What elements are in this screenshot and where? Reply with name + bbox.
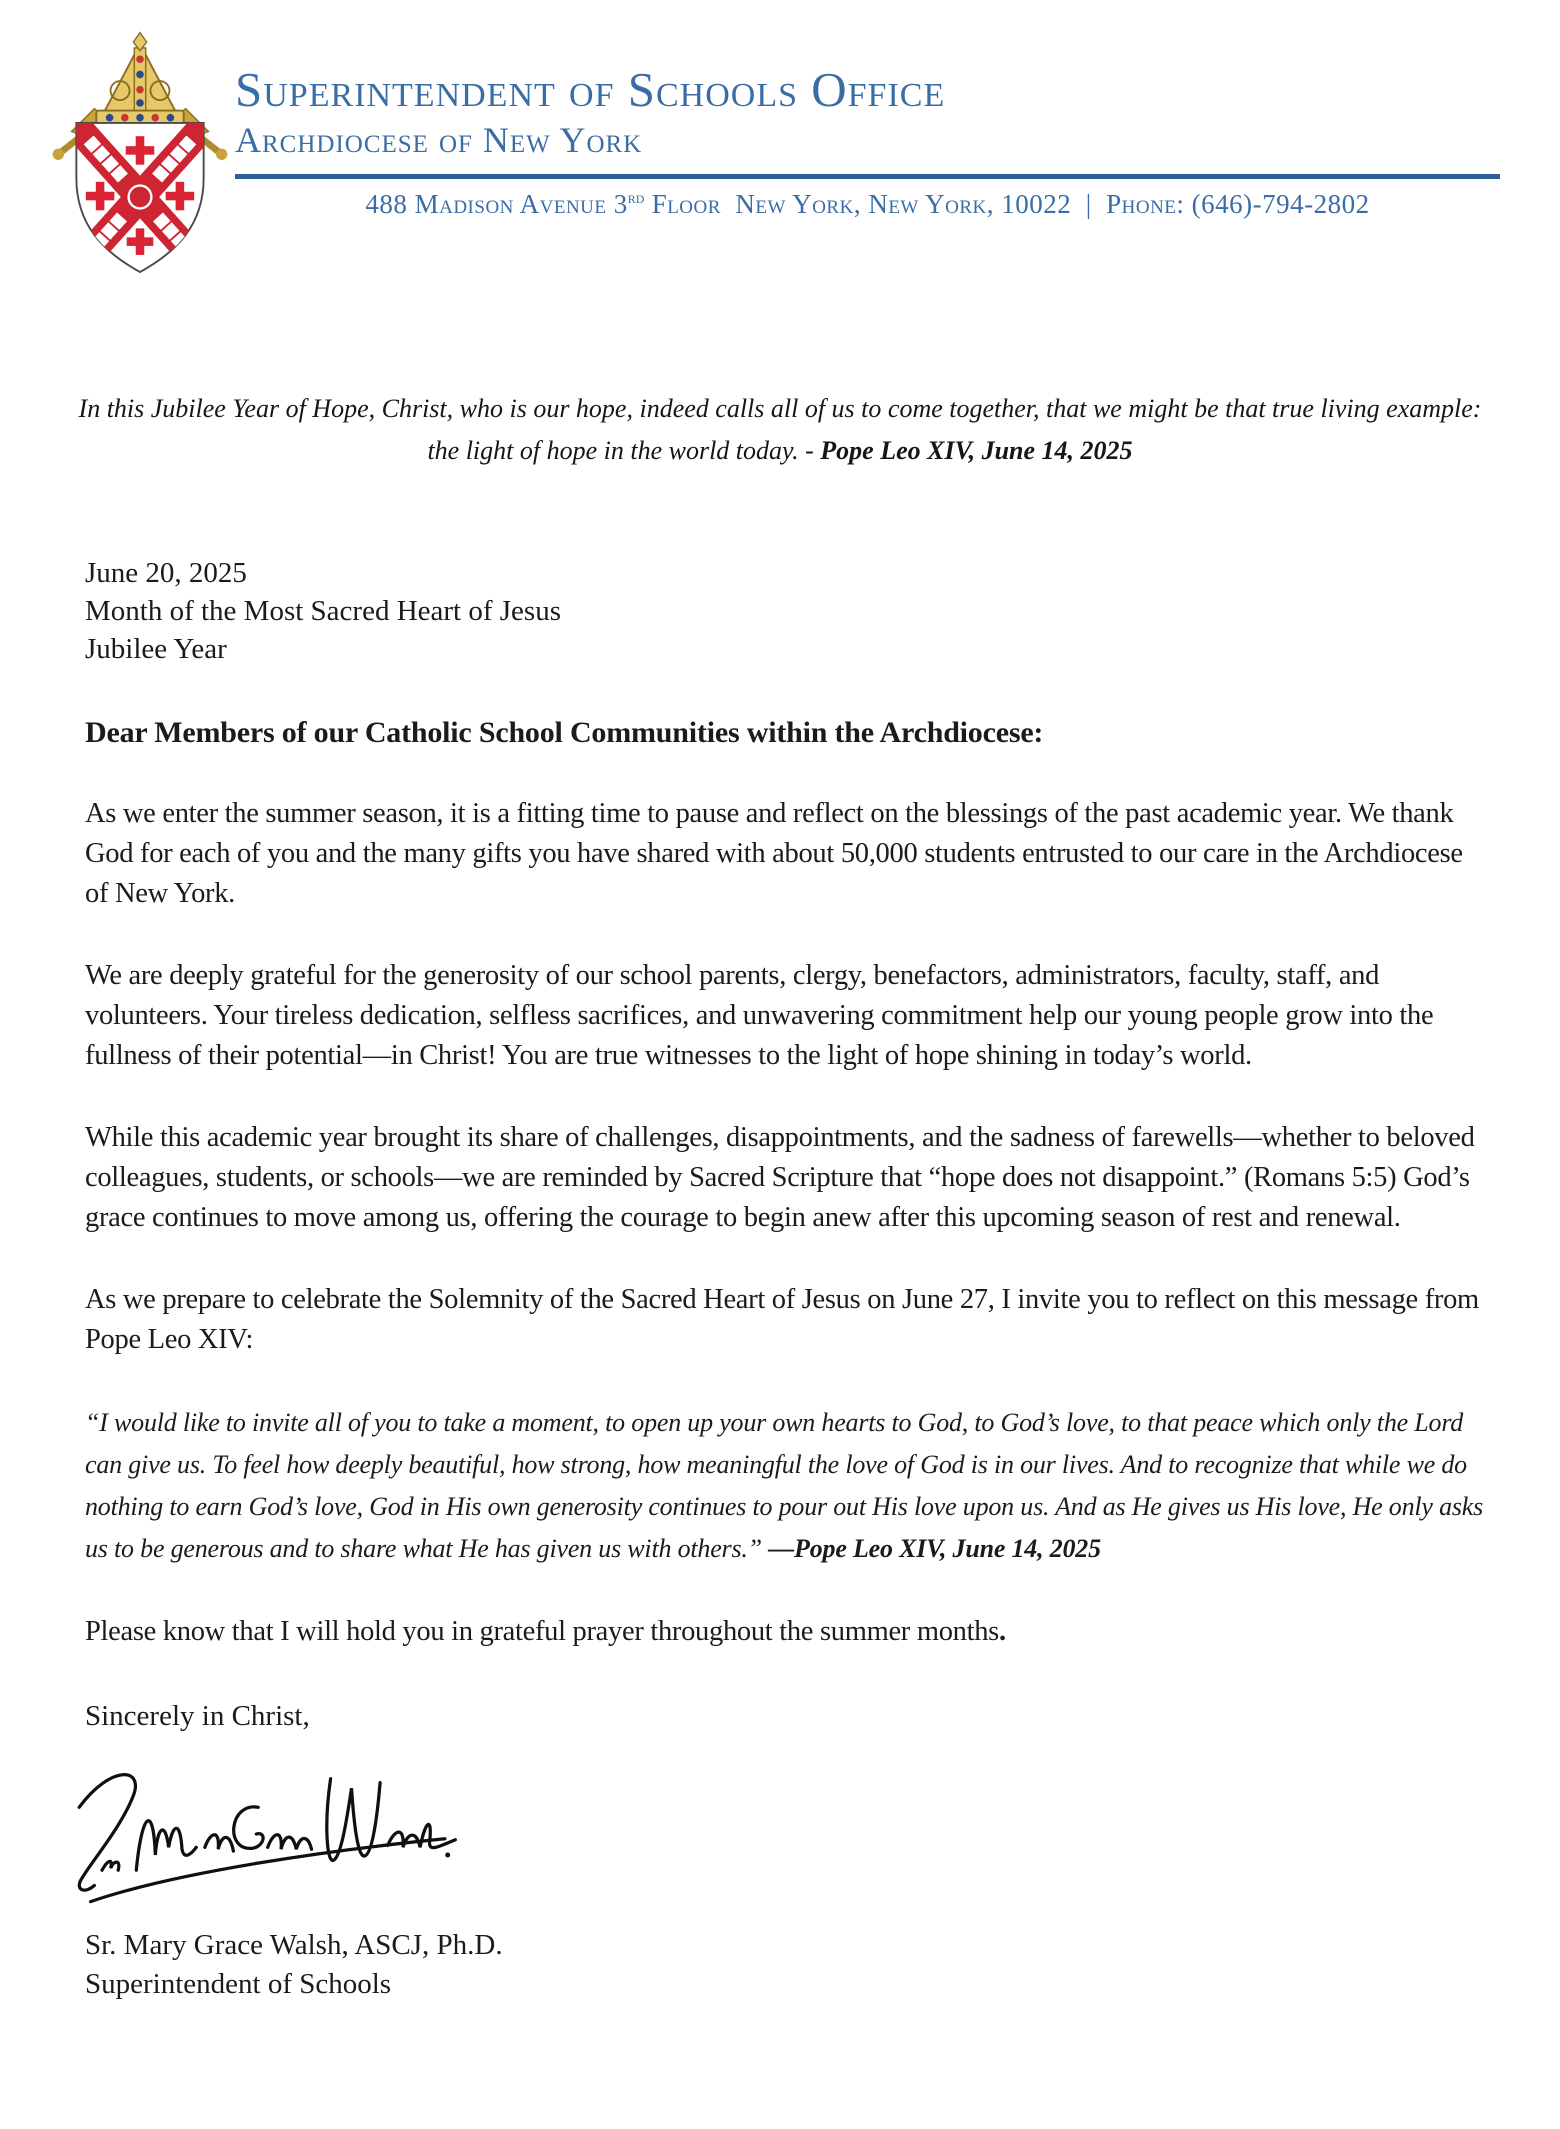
date-line: June 20, 2025 (85, 557, 247, 590)
address-line (235, 188, 1500, 220)
signature-block (85, 1926, 1475, 2004)
valediction: Sincerely in Christ, (85, 1700, 310, 1733)
epigraph-quote (70, 388, 1490, 472)
closing-text: Please know that I will hold you in grateful prayer throughout the summer months (85, 1616, 999, 1648)
dateline (85, 554, 1475, 668)
papal-quote (85, 1402, 1498, 1570)
body-paragraph-2: We are deeply grateful for the generosity of our school parents, clergy, benefactors, administrators, faculty, staff, and volunteers. Your tireless dedication, selfless sacrifices, and unwavering commitment help our young people grow into the fullness of their potential—in Christ! You are true witnesses to the light of hope shining in today’s world. (85, 960, 1434, 1072)
body-paragraph-1: As we enter the summer season, it is a fitting time to pause and reflect on the blessings of the past academic year. We thank God for each of you and the many gifts you have shared with about 50,000 students entrusted to our care in the Archdiocese of New York. (85, 798, 1463, 910)
mitre (72, 33, 209, 137)
address-ordinal-superscript: rd (627, 187, 645, 207)
papal-quote-attribution: —Pope Leo XIV, June 14, 2025 (768, 1534, 1101, 1564)
signer-name: Sr. Mary Grace Walsh, ASCJ, Ph.D. (85, 1929, 503, 1962)
header-rule (235, 174, 1500, 179)
closing-period: . (998, 1616, 1006, 1648)
letterhead-text (235, 28, 1500, 290)
body-paragraph-3: While this academic year brought its share of challenges, disappointments, and the sadness of farewells—whether to beloved colleagues, students, or schools—we are reminded by Sacred Scripture that “hope does not disappoint.” (Romans 5:5) God’s grace continues to move among us, offering the courage to begin anew after this upcoming season of rest and renewal. (85, 1122, 1475, 1234)
org-title: Superintendent of Schools Office (235, 62, 946, 117)
address-post: Floor New York, New York, 10022 | Phone: (646)-794-2802 (644, 188, 1370, 219)
org-subtitle: Archdiocese of New York (235, 119, 643, 160)
address-pre: 488 Madison Avenue 3 (365, 188, 628, 219)
letterhead (0, 0, 1560, 290)
archdiocese-crest-icon (45, 28, 235, 290)
signer-title: Superintendent of Schools (85, 1968, 392, 2001)
occasion-line: Month of the Most Sacred Heart of Jesus (85, 595, 561, 628)
papal-quote-text: “I would like to invite all of you to take a moment, to open up your own hearts to God, to God’s love, to that peace which only the Lord can give us. To feel how deeply beautiful, how strong, how meaningful the love of God is in our lives. And to recognize that while we do nothing to earn God’s love, God in His own generosity continues to pour out His love upon us. And as He gives us His love, He only asks us to be generous and to share what He has given us with others.” (85, 1408, 1484, 1564)
body-paragraph-4: As we prepare to celebrate the Solemnity of the Sacred Heart of Jesus on June 27, I invite you to reflect on this message from Pope Leo XIV: (85, 1284, 1479, 1356)
closing-line (85, 1612, 1475, 1652)
jubilee-line: Jubilee Year (85, 633, 227, 666)
epigraph-text: In this Jubilee Year of Hope, Christ, who is our hope, indeed calls all of us to come together, that we might be that true living example: the light of hope in the world today. - (78, 394, 1482, 466)
salutation: Dear Members of our Catholic School Communities within the Archdiocese: (85, 716, 1044, 750)
signature-image (62, 1748, 462, 1920)
epigraph-attribution: Pope Leo XIV, June 14, 2025 (820, 436, 1133, 466)
